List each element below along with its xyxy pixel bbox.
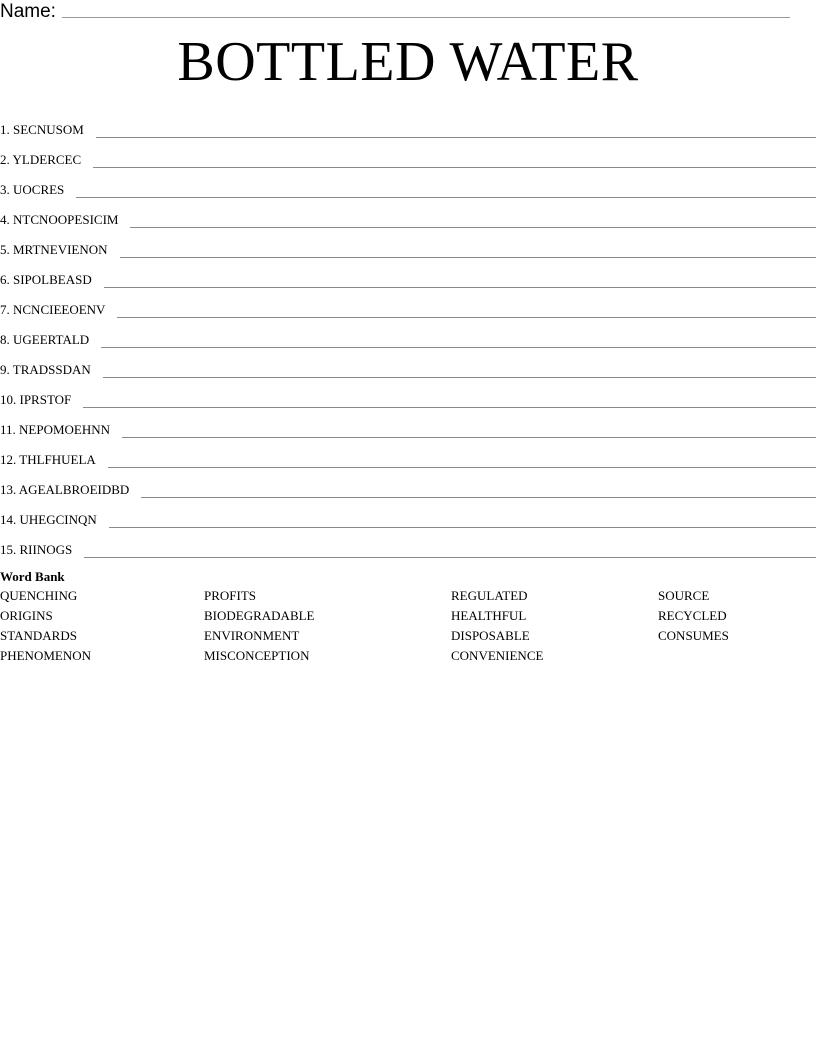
question-row: [0, 471, 816, 501]
question-number: 5.: [0, 242, 10, 257]
question-number: 2.: [0, 152, 10, 167]
question-text: [0, 331, 89, 351]
question-row: [0, 441, 816, 471]
answer-line[interactable]: [76, 197, 816, 198]
answer-line[interactable]: [108, 467, 816, 468]
page-title: BOTTLED WATER: [177, 31, 639, 93]
question-text: [0, 361, 91, 381]
answer-line[interactable]: [84, 557, 816, 558]
name-blank-line[interactable]: [62, 17, 790, 18]
word-bank-word: DISPOSABLE: [451, 628, 530, 643]
question-number: 13.: [0, 482, 17, 497]
answer-line[interactable]: [93, 167, 816, 168]
question-row: [0, 501, 816, 531]
question-text: [0, 151, 81, 171]
scrambled-word: NCNCIEEOENV: [13, 302, 106, 317]
word-bank-word: BIODEGRADABLE: [204, 608, 315, 623]
answer-line[interactable]: [120, 257, 816, 258]
word-bank-word: QUENCHING: [0, 588, 78, 603]
word-bank-word: PROFITS: [204, 588, 257, 603]
word-bank: [0, 568, 816, 666]
scrambled-word: UOCRES: [13, 182, 65, 197]
word-bank-word: PHENOMENON: [0, 648, 91, 663]
scrambled-word: UGEERTALD: [13, 332, 90, 347]
scrambled-word: SIPOLBEASD: [13, 272, 92, 287]
question-number: 15.: [0, 542, 17, 557]
answer-line[interactable]: [122, 437, 816, 438]
question-row: [0, 531, 816, 561]
scrambled-word: RIINOGS: [19, 542, 73, 557]
answer-line[interactable]: [83, 407, 816, 408]
answer-line[interactable]: [96, 137, 816, 138]
word-bank-title: Word Bank: [0, 569, 65, 584]
question-text: [0, 481, 129, 501]
question-text: [0, 421, 110, 441]
question-text: [0, 541, 72, 561]
question-row: [0, 291, 816, 321]
question-row: [0, 261, 816, 291]
question-number: 6.: [0, 272, 10, 287]
word-bank-word: HEALTHFUL: [451, 608, 527, 623]
question-number: 14.: [0, 512, 17, 527]
question-text: [0, 511, 97, 531]
word-bank-word: ENVIRONMENT: [204, 628, 300, 643]
scrambled-word: SECNUSOM: [13, 122, 84, 137]
scrambled-word: IPRSTOF: [19, 392, 72, 407]
question-text: [0, 391, 71, 411]
scrambled-word: NTCNOOPESICIM: [13, 212, 119, 227]
answer-line[interactable]: [104, 287, 816, 288]
question-number: 12.: [0, 452, 17, 467]
word-bank-grid: [0, 586, 816, 666]
question-text: [0, 181, 64, 201]
question-number: 11.: [0, 422, 16, 437]
scrambled-word: THLFHUELA: [19, 452, 96, 467]
question-number: 10.: [0, 392, 17, 407]
question-row: [0, 141, 816, 171]
question-row: [0, 111, 816, 141]
question-number: 3.: [0, 182, 10, 197]
question-list: [0, 111, 816, 561]
name-row: [0, 0, 790, 22]
question-number: 8.: [0, 332, 10, 347]
question-row: [0, 381, 816, 411]
word-bank-word: RECYCLED: [658, 608, 727, 623]
scrambled-word: AGEALBROEIDBD: [18, 482, 130, 497]
scrambled-word: MRTNEVIENON: [13, 242, 108, 257]
word-bank-word: ORIGINS: [0, 608, 53, 623]
scrambled-word: UHEGCINQN: [19, 512, 97, 527]
question-text: [0, 271, 92, 291]
question-number: 7.: [0, 302, 10, 317]
question-number: 4.: [0, 212, 10, 227]
question-text: [0, 301, 105, 321]
answer-line[interactable]: [117, 317, 816, 318]
question-text: [0, 241, 108, 261]
question-text: [0, 451, 96, 471]
word-bank-word: MISCONCEPTION: [204, 648, 310, 663]
question-text: [0, 121, 84, 141]
word-bank-word: SOURCE: [658, 588, 710, 603]
question-text: [0, 211, 118, 231]
answer-line[interactable]: [109, 527, 816, 528]
question-row: [0, 351, 816, 381]
name-label: Name:: [0, 1, 56, 22]
question-row: [0, 321, 816, 351]
scrambled-word: YLDERCEC: [12, 152, 82, 167]
answer-line[interactable]: [141, 497, 816, 498]
word-bank-word: REGULATED: [451, 588, 528, 603]
answer-line[interactable]: [101, 347, 816, 348]
scrambled-word: NEPOMOEHNN: [19, 422, 111, 437]
scrambled-word: TRADSSDAN: [12, 362, 91, 377]
answer-line[interactable]: [130, 227, 816, 228]
word-bank-word: STANDARDS: [0, 628, 77, 643]
question-number: 1.: [0, 122, 10, 137]
word-bank-word: CONVENIENCE: [451, 648, 544, 663]
question-row: [0, 411, 816, 441]
word-bank-word: CONSUMES: [658, 628, 729, 643]
question-row: [0, 231, 816, 261]
answer-line[interactable]: [103, 377, 816, 378]
question-number: 9.: [0, 362, 10, 377]
question-row: [0, 201, 816, 231]
question-row: [0, 171, 816, 201]
